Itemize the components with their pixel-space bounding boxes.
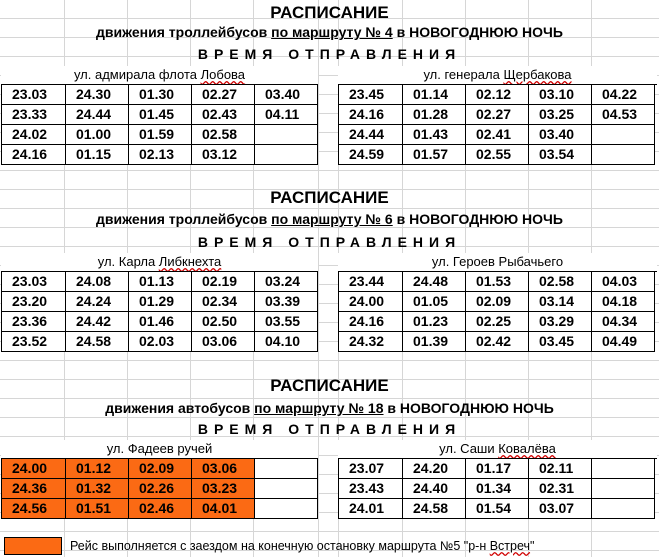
section-2-departure-header: ВРЕМЯ ОТПРАВЛЕНИЯ bbox=[197, 234, 462, 250]
departure-time-cell: 24.01 bbox=[339, 499, 403, 519]
timetable-row bbox=[2, 125, 318, 145]
departure-time-cell: 03.06 bbox=[192, 332, 255, 352]
departure-time-cell: 23.03 bbox=[2, 272, 66, 292]
departure-time-cell: 24.44 bbox=[66, 105, 129, 125]
departure-time-cell: 04.18 bbox=[592, 292, 655, 312]
timetable-row bbox=[339, 332, 655, 352]
section-2-right-stop bbox=[338, 253, 657, 272]
departure-time-cell: 24.00 bbox=[339, 292, 403, 312]
departure-time-cell: 02.09 bbox=[129, 459, 192, 479]
departure-time-cell: 24.02 bbox=[2, 125, 66, 145]
section-3-route bbox=[0, 399, 659, 417]
departure-time-cell: 24.08 bbox=[66, 272, 129, 292]
departure-time-cell: 24.59 bbox=[339, 145, 403, 165]
departure-time-cell: 23.03 bbox=[2, 85, 66, 105]
legend-color-swatch bbox=[4, 537, 62, 555]
departure-time-cell: 03.45 bbox=[529, 332, 592, 352]
stop-name: ул. адмирала флота bbox=[73, 67, 201, 82]
stop-name: ул. Героев Рыбачьего bbox=[431, 254, 564, 269]
departure-time-cell: 01.45 bbox=[129, 105, 192, 125]
section-1-route-number: по маршруту № 4 bbox=[271, 24, 393, 40]
departure-time-cell: 24.44 bbox=[339, 125, 403, 145]
departure-time-cell: 23.33 bbox=[2, 105, 66, 125]
section-2-left-stop bbox=[1, 253, 318, 272]
departure-time-cell: 24.42 bbox=[66, 312, 129, 332]
departure-time-cell: 01.14 bbox=[403, 85, 466, 105]
timetable-row bbox=[339, 85, 655, 105]
departure-time-cell: 24.32 bbox=[339, 332, 403, 352]
departure-time-cell: 03.55 bbox=[255, 312, 318, 332]
departure-time-cell: 03.23 bbox=[192, 479, 255, 499]
departure-time-cell bbox=[255, 459, 318, 479]
stop-name-spellmark: Щербакова bbox=[503, 67, 572, 82]
timetable-row bbox=[2, 499, 318, 519]
departure-time-cell bbox=[255, 145, 318, 165]
legend-text-end: " bbox=[530, 539, 535, 553]
departure-time-cell: 01.53 bbox=[466, 272, 529, 292]
section-1-route-post: в НОВОГОДНЮЮ НОЧЬ bbox=[396, 24, 563, 40]
section-1-right-stop bbox=[338, 66, 657, 85]
section-3-route-number: по маршруту № 18 bbox=[254, 400, 384, 416]
departure-time-cell: 24.00 bbox=[2, 459, 66, 479]
stop-name-spellmark: Либкнехта bbox=[158, 254, 222, 269]
grid-row-line bbox=[0, 208, 659, 209]
departure-time-cell: 01.39 bbox=[403, 332, 466, 352]
departure-time-cell: 04.49 bbox=[592, 332, 655, 352]
departure-time-cell: 24.58 bbox=[403, 499, 466, 519]
legend-text-main: Рейс выполняется с заездом на конечную остановку маршрута №5 "р-н bbox=[70, 539, 490, 553]
departure-time-cell: 04.03 bbox=[592, 272, 655, 292]
departure-time-cell: 01.54 bbox=[466, 499, 529, 519]
grid-row-line bbox=[0, 170, 659, 171]
timetable-row bbox=[339, 292, 655, 312]
grid-row-line bbox=[0, 360, 659, 361]
section-3-right-timetable bbox=[338, 458, 655, 519]
grid-col-line bbox=[318, 0, 319, 557]
departure-time-cell: 24.20 bbox=[403, 459, 466, 479]
section-2-title: РАСПИСАНИЕ bbox=[270, 188, 389, 207]
departure-time-cell: 01.29 bbox=[129, 292, 192, 312]
departure-time-cell: 02.13 bbox=[129, 145, 192, 165]
departure-time-cell: 24.16 bbox=[339, 312, 403, 332]
departure-time-cell: 01.28 bbox=[403, 105, 466, 125]
timetable-row bbox=[2, 459, 318, 479]
section-2-left-timetable bbox=[1, 271, 318, 352]
departure-time-cell: 23.45 bbox=[339, 85, 403, 105]
departure-time-cell: 04.10 bbox=[255, 332, 318, 352]
departure-time-cell: 01.46 bbox=[129, 312, 192, 332]
section-1-route-pre: движения троллейбусов bbox=[96, 24, 268, 40]
departure-time-cell: 04.11 bbox=[255, 105, 318, 125]
section-3-title: РАСПИСАНИЕ bbox=[270, 376, 389, 395]
departure-time-cell: 02.03 bbox=[129, 332, 192, 352]
departure-time-cell: 02.46 bbox=[129, 499, 192, 519]
departure-time-cell: 01.13 bbox=[129, 272, 192, 292]
departure-time-cell: 01.59 bbox=[129, 125, 192, 145]
departure-time-cell: 02.43 bbox=[192, 105, 255, 125]
grid-row-line bbox=[0, 417, 659, 418]
departure-time-cell: 01.15 bbox=[66, 145, 129, 165]
departure-time-cell: 23.52 bbox=[2, 332, 66, 352]
departure-time-cell bbox=[255, 499, 318, 519]
timetable-row bbox=[339, 145, 655, 165]
timetable-row bbox=[339, 125, 655, 145]
departure-time-cell: 24.58 bbox=[66, 332, 129, 352]
departure-time-cell: 23.07 bbox=[339, 459, 403, 479]
departure-time-cell bbox=[592, 125, 655, 145]
timetable-row bbox=[2, 85, 318, 105]
section-2-route-pre: движения троллейбусов bbox=[96, 211, 268, 227]
section-2-route-post: в НОВОГОДНЮЮ НОЧЬ bbox=[396, 211, 563, 227]
departure-time-cell: 02.42 bbox=[466, 332, 529, 352]
stop-name: ул. генерала bbox=[423, 67, 504, 82]
departure-time-cell: 01.32 bbox=[66, 479, 129, 499]
departure-time-cell: 01.34 bbox=[466, 479, 529, 499]
departure-time-cell: 03.40 bbox=[255, 85, 318, 105]
section-1-route bbox=[0, 23, 659, 41]
departure-time-cell bbox=[255, 125, 318, 145]
departure-time-cell: 02.27 bbox=[466, 105, 529, 125]
section-2-route bbox=[0, 210, 659, 228]
departure-time-cell: 04.53 bbox=[592, 105, 655, 125]
departure-time-cell bbox=[592, 459, 655, 479]
section-3-left-stop bbox=[1, 440, 318, 459]
stop-name-spellmark: Лобова bbox=[200, 67, 246, 82]
departure-time-cell: 01.51 bbox=[66, 499, 129, 519]
legend-text bbox=[70, 537, 534, 555]
stop-name: ул. Саши bbox=[439, 441, 499, 456]
departure-time-cell: 02.50 bbox=[192, 312, 255, 332]
section-1-title: РАСПИСАНИЕ bbox=[270, 3, 389, 22]
departure-time-cell: 23.36 bbox=[2, 312, 66, 332]
departure-time-cell bbox=[592, 479, 655, 499]
timetable-row bbox=[2, 292, 318, 312]
departure-time-cell: 02.12 bbox=[466, 85, 529, 105]
departure-time-cell: 02.09 bbox=[466, 292, 529, 312]
section-1-departure-header: ВРЕМЯ ОТПРАВЛЕНИЯ bbox=[197, 46, 462, 62]
stop-name: ул. Фадеев ручей bbox=[106, 441, 213, 456]
section-3-route-pre: движения автобусов bbox=[105, 400, 251, 416]
timetable-row bbox=[2, 312, 318, 332]
section-2-right-timetable bbox=[338, 271, 655, 352]
timetable-row bbox=[339, 459, 655, 479]
departure-time-cell: 23.43 bbox=[339, 479, 403, 499]
departure-time-cell: 02.26 bbox=[129, 479, 192, 499]
grid-row-line bbox=[0, 531, 659, 532]
departure-time-cell: 04.22 bbox=[592, 85, 655, 105]
departure-time-cell: 01.05 bbox=[403, 292, 466, 312]
section-3-right-stop bbox=[338, 440, 657, 459]
section-1-left-timetable bbox=[1, 84, 318, 165]
departure-time-cell: 02.19 bbox=[192, 272, 255, 292]
departure-time-cell bbox=[255, 479, 318, 499]
departure-time-cell: 02.58 bbox=[529, 272, 592, 292]
section-3-left-timetable bbox=[1, 458, 318, 519]
timetable-row bbox=[339, 105, 655, 125]
departure-time-cell: 23.20 bbox=[2, 292, 66, 312]
departure-time-cell: 24.48 bbox=[403, 272, 466, 292]
timetable-row bbox=[339, 272, 655, 292]
departure-time-cell: 03.39 bbox=[255, 292, 318, 312]
departure-time-cell: 01.12 bbox=[66, 459, 129, 479]
departure-time-cell: 01.57 bbox=[403, 145, 466, 165]
departure-time-cell: 23.44 bbox=[339, 272, 403, 292]
timetable-row bbox=[339, 312, 655, 332]
stop-name: ул. Карла bbox=[97, 254, 159, 269]
departure-time-cell: 02.55 bbox=[466, 145, 529, 165]
timetable-row bbox=[339, 479, 655, 499]
departure-time-cell: 24.30 bbox=[66, 85, 129, 105]
departure-time-cell: 24.24 bbox=[66, 292, 129, 312]
departure-time-cell: 24.56 bbox=[2, 499, 66, 519]
timetable-row bbox=[339, 499, 655, 519]
section-1-right-timetable bbox=[338, 84, 655, 165]
section-2-route-number: по маршруту № 6 bbox=[271, 211, 393, 227]
section-1-left-stop bbox=[1, 66, 318, 85]
departure-time-cell: 03.29 bbox=[529, 312, 592, 332]
departure-time-cell bbox=[592, 145, 655, 165]
departure-time-cell: 03.10 bbox=[529, 85, 592, 105]
timetable-row bbox=[2, 272, 318, 292]
departure-time-cell: 03.14 bbox=[529, 292, 592, 312]
departure-time-cell: 03.12 bbox=[192, 145, 255, 165]
section-3-departure-header: ВРЕМЯ ОТПРАВЛЕНИЯ bbox=[197, 421, 462, 437]
departure-time-cell: 02.34 bbox=[192, 292, 255, 312]
timetable-row bbox=[2, 479, 318, 499]
departure-time-cell: 04.34 bbox=[592, 312, 655, 332]
departure-time-cell: 24.16 bbox=[339, 105, 403, 125]
timetable-row bbox=[2, 332, 318, 352]
departure-time-cell: 02.25 bbox=[466, 312, 529, 332]
departure-time-cell: 24.16 bbox=[2, 145, 66, 165]
departure-time-cell: 02.27 bbox=[192, 85, 255, 105]
departure-time-cell: 03.07 bbox=[529, 499, 592, 519]
departure-time-cell: 24.36 bbox=[2, 479, 66, 499]
departure-time-cell: 03.54 bbox=[529, 145, 592, 165]
timetable-row bbox=[2, 145, 318, 165]
departure-time-cell: 03.06 bbox=[192, 459, 255, 479]
departure-time-cell bbox=[592, 499, 655, 519]
stop-name-spellmark: Ковалёва bbox=[498, 441, 556, 456]
departure-time-cell: 03.25 bbox=[529, 105, 592, 125]
timetable-row bbox=[2, 105, 318, 125]
departure-time-cell: 01.43 bbox=[403, 125, 466, 145]
legend-text-spellmark: Встреч bbox=[489, 539, 531, 553]
departure-time-cell: 01.30 bbox=[129, 85, 192, 105]
departure-time-cell: 03.40 bbox=[529, 125, 592, 145]
departure-time-cell: 02.11 bbox=[529, 459, 592, 479]
departure-time-cell: 02.31 bbox=[529, 479, 592, 499]
departure-time-cell: 24.40 bbox=[403, 479, 466, 499]
departure-time-cell: 01.23 bbox=[403, 312, 466, 332]
departure-time-cell: 03.24 bbox=[255, 272, 318, 292]
departure-time-cell: 02.58 bbox=[192, 125, 255, 145]
departure-time-cell: 04.01 bbox=[192, 499, 255, 519]
section-3-route-post: в НОВОГОДНЮЮ НОЧЬ bbox=[387, 400, 554, 416]
departure-time-cell: 01.00 bbox=[66, 125, 129, 145]
departure-time-cell: 02.41 bbox=[466, 125, 529, 145]
departure-time-cell: 01.17 bbox=[466, 459, 529, 479]
